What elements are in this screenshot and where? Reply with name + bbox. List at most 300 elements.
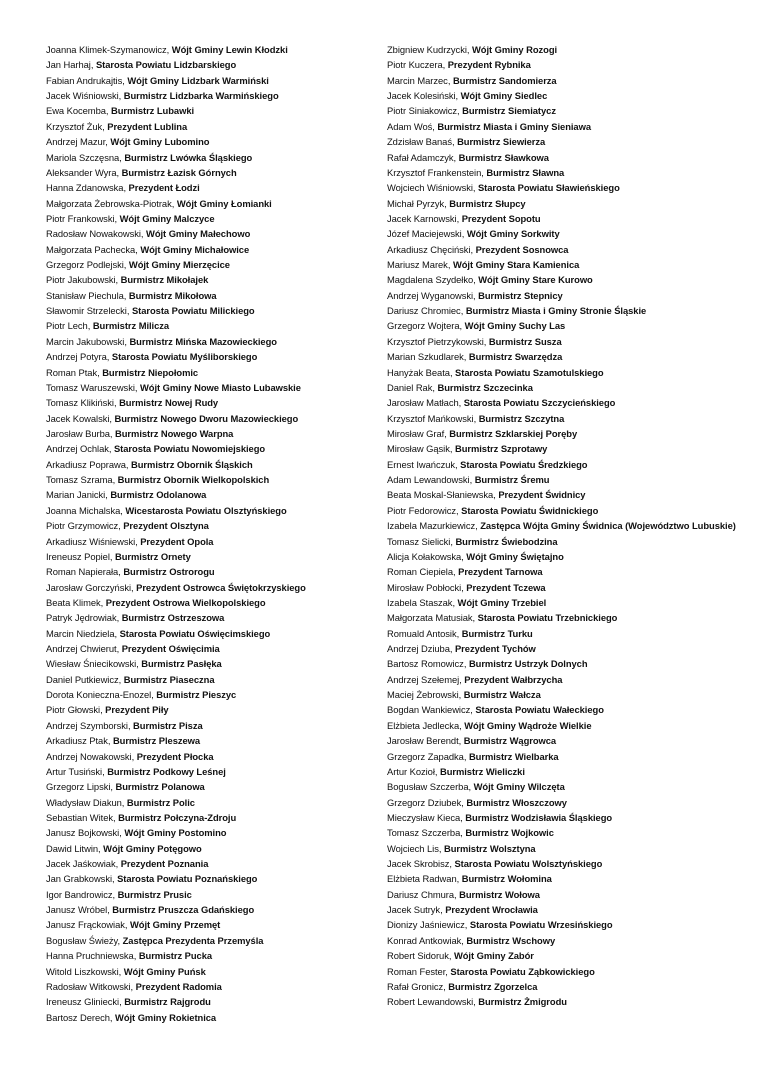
signatory-row: Stanisław Piechula, Burmistrz Mikołowa	[46, 289, 217, 301]
signatory-title: Prezydent Wrocławia	[445, 904, 538, 916]
signatory-title: Starosta Powiatu Sławieńskiego	[477, 182, 620, 194]
signatory-row: Witold Liszkowski, Wójt Gminy Puńsk	[46, 965, 206, 977]
signatory-row: Grzegorz Zapadka, Burmistrz Wielbarka	[387, 750, 559, 762]
signatory-row: Zbigniew Kudrzycki, Wójt Gminy Rozogi	[387, 44, 558, 55]
signatory-row: Jarosław Matłach, Starosta Powiatu Szczycieńskiego	[387, 397, 616, 409]
signatory-row: Mariusz Marek, Wójt Gminy Stara Kamienica	[387, 259, 580, 271]
signatory-name: Mieczysław Kieca	[387, 811, 461, 823]
signatory-title: Burmistrz Pucka	[138, 950, 213, 962]
signatory-name: Andrzej Ochlak	[46, 443, 109, 455]
signatory-name: Jacek Wiśniowski	[46, 90, 119, 102]
signatory-title: Starosta Powiatu Oświęcimskiego	[119, 627, 271, 639]
signatory-title: Burmistrz Turku	[461, 627, 533, 639]
signatory-title: Starosta Powiatu Ząbkowickiego	[450, 965, 595, 977]
signatory-row: Arkadiusz Ptak, Burmistrz Pleszewa	[46, 735, 201, 747]
signatory-name: Aleksander Wyra	[46, 166, 117, 178]
signatory-row: Arkadiusz Poprawa, Burmistrz Obornik Śląskich	[46, 458, 253, 470]
signatory-name: Ewa Kocemba	[46, 105, 106, 117]
signatory-title: Starosta Powiatu Milickiego	[131, 305, 255, 317]
signatory-row: Tomasz Sielicki, Burmistrz Świebodzina	[387, 535, 558, 547]
signatory-name: Marcin Niedziela	[46, 627, 115, 639]
signatory-name: Grzegorz Zapadka	[387, 750, 464, 762]
signatory-row: Aleksander Wyra, Burmistrz Łazisk Górnych	[46, 166, 237, 178]
signatory-title: Starosta Powiatu Szamotulskiego	[455, 366, 604, 378]
signatory-name: Andrzej Mazur	[46, 136, 106, 148]
signatory-row: Mirosław Gąsik, Burmistrz Szprotawy	[387, 443, 548, 455]
signatory-name: Adam Lewandowski	[387, 474, 470, 486]
signatory-row: Małgorzata Pachecka, Wójt Gminy Michałowice	[46, 243, 250, 255]
signatory-title: Burmistrz Pleszewa	[112, 735, 201, 747]
signatory-row: Tomasz Szrama, Burmistrz Obornik Wielkopolskich	[46, 474, 270, 486]
signatory-title: Burmistrz Wołomina	[461, 873, 552, 885]
signatory-title: Burmistrz Pruszcza Gdańskiego	[112, 904, 255, 916]
signatory-name: Joanna Michalska	[46, 504, 121, 516]
signatory-row: Elżbieta Jedlecka, Wójt Gminy Wądroże Wielkie	[387, 719, 592, 731]
signatory-row: Piotr Głowski, Prezydent Piły	[46, 704, 169, 716]
signatory-title: Burmistrz Nowego Warpna	[115, 427, 234, 439]
signatory-name: Jacek Kolesiński	[387, 90, 456, 102]
signatory-title: Starosta Powiatu Świdnickiego	[461, 504, 599, 516]
signatory-name: Fabian Andrukajtis	[46, 74, 123, 86]
signatory-row: Artur Tusiński, Burmistrz Podkowy Leśnej	[46, 765, 226, 777]
signatory-title: Burmistrz Ostrzeszowa	[121, 612, 225, 624]
signatory-title: Burmistrz Miasta i Gminy Stronie Śląskie	[465, 305, 647, 317]
signatory-row: Alicja Kołakowska, Wójt Gminy Świętajno	[387, 550, 564, 562]
signatory-row: Beata Moskal-Słaniewska, Prezydent Świdnicy	[387, 489, 586, 501]
signatory-name: Rafał Gronicz	[387, 980, 444, 992]
signatory-title: Starosta Powiatu Wrzesińskiego	[469, 919, 613, 931]
signatory-name: Piotr Jakubowski	[46, 274, 116, 286]
signatory-row: Mieczysław Kieca, Burmistrz Wodzisławia Śląskiego	[387, 811, 613, 823]
signatory-name: Wojciech Lis	[387, 842, 439, 854]
signatory-name: Beata Klimek	[46, 596, 101, 608]
signatory-row: Krzysztof Żuk, Prezydent Lublina	[46, 120, 188, 132]
signatory-name: Władysław Diakun	[46, 796, 122, 808]
signatory-name: Maciej Żebrowski	[387, 689, 459, 701]
signatory-row: Bogdan Wankiewicz, Starosta Powiatu Wałeckiego	[387, 704, 604, 716]
signatory-name: Bogusław Świeży	[46, 934, 118, 946]
signatory-title: Starosta Powiatu Nowomiejskiego	[113, 443, 266, 455]
signatory-row: Mirosław Graf, Burmistrz Szklarskiej Poręby	[387, 427, 578, 439]
signatory-row: Hanyżak Beata, Starosta Powiatu Szamotulskiego	[387, 366, 604, 378]
signatory-row: Piotr Kuczera, Prezydent Rybnika	[387, 59, 531, 71]
signatory-title: Burmistrz Mikołajek	[120, 274, 209, 286]
signatory-row: Grzegorz Podlejski, Wójt Gminy Mierzęcice	[46, 259, 230, 271]
signatory-row: Roman Napierała, Burmistrz Ostrorogu	[46, 566, 215, 578]
signatory-row: Roman Fester, Starosta Powiatu Ząbkowickiego	[387, 965, 595, 977]
signatory-name: Bogusław Szczerba	[387, 781, 469, 793]
signatory-name: Grzegorz Lipski	[46, 781, 111, 793]
signatory-title: Burmistrz Wołowa	[459, 888, 540, 900]
signatory-row: Beata Klimek, Prezydent Ostrowa Wielkopolskiego	[46, 596, 266, 608]
signatory-name: Piotr Fedorowicz	[387, 504, 457, 516]
signatory-title: Burmistrz Lubawki	[111, 105, 195, 117]
signatory-title: Wójt Gminy Przemęt	[129, 919, 221, 931]
signatory-name: Jan Grabkowski	[46, 873, 112, 885]
signatory-title: Prezydent Sosnowca	[475, 243, 569, 255]
signatory-title: Prezydent Płocka	[136, 750, 214, 762]
signatory-row: Ewa Kocemba, Burmistrz Lubawki	[46, 105, 195, 117]
signatory-row: Piotr Grzymowicz, Prezydent Olsztyna	[46, 520, 209, 532]
signatory-name: Daniel Rak	[387, 381, 433, 393]
signatory-name: Małgorzata Pachecka	[46, 243, 136, 255]
signatory-name: Janusz Bojkowski	[46, 827, 120, 839]
signatory-title: Wójt Gminy Lewin Kłodzki	[171, 44, 288, 55]
signatory-row: Józef Maciejewski, Wójt Gminy Sorkwity	[387, 228, 560, 240]
signatory-title: Wójt Gminy Siedlec	[460, 90, 548, 102]
signatory-title: Prezydent Tczewa	[466, 581, 546, 593]
signatory-name: Jarosław Burba	[46, 427, 110, 439]
signatory-title: Burmistrz Wieliczki	[439, 765, 525, 777]
signatory-row: Daniel Putkiewicz, Burmistrz Piaseczna	[46, 673, 215, 685]
signatory-row: Jacek Karnowski, Prezydent Sopotu	[387, 212, 541, 224]
signatory-title: Burmistrz Wolsztyna	[443, 842, 536, 854]
signatory-title: Wójt Gminy Stare Kurowo	[478, 274, 593, 286]
signatory-row: Wojciech Lis, Burmistrz Wolsztyna	[387, 842, 536, 854]
signatory-name: Dariusz Chromiec	[387, 305, 461, 317]
signatory-title: Burmistrz Susza	[488, 335, 562, 347]
signatory-row: Fabian Andrukajtis, Wójt Gminy Lidzbark Warmiński	[46, 74, 269, 86]
signatory-title: Wójt Gminy Lubomino	[110, 136, 210, 148]
signatory-name: Józef Maciejewski	[387, 228, 462, 240]
signatory-name: Roman Ptak	[46, 366, 98, 378]
signatory-name: Artur Kozioł	[387, 765, 435, 777]
signatory-title: Wójt Gminy Sorkwity	[466, 228, 560, 240]
signatory-name: Wiesław Śniecikowski	[46, 658, 137, 670]
signatory-title: Zastępca Wójta Gminy Świdnica (Województwo Lubuskie)	[480, 520, 736, 532]
signatory-name: Radosław Witkowski	[46, 980, 131, 992]
signatory-row: Andrzej Potyra, Starosta Powiatu Myśliborskiego	[46, 351, 258, 363]
signatory-name: Beata Moskal-Słaniewska	[387, 489, 494, 501]
signatory-name: Krzysztof Żuk	[46, 120, 103, 132]
signatory-row: Tomasz Szczerba, Burmistrz Wojkowic	[387, 827, 554, 839]
signatory-row: Michał Pyrzyk, Burmistrz Słupcy	[387, 197, 526, 209]
signatory-name: Jacek Sutryk	[387, 904, 441, 916]
signatory-row: Bogusław Świeży, Zastępca Prezydenta Przemyśla	[46, 934, 264, 946]
signatory-name: Marian Szkudlarek	[387, 351, 464, 363]
signatory-title: Burmistrz Szprotawy	[454, 443, 548, 455]
signatory-name: Grzegorz Wojtera	[387, 320, 460, 332]
signatory-title: Wójt Gminy Suchy Las	[464, 320, 566, 332]
signatory-row: Piotr Frankowski, Wójt Gminy Malczyce	[46, 212, 215, 224]
signatory-row: Daniel Rak, Burmistrz Szczecinka	[387, 381, 533, 393]
signatory-name: Jacek Karnowski	[387, 212, 457, 224]
signatory-name: Arkadiusz Chęciński	[387, 243, 471, 255]
signatory-name: Jacek Kowalski	[46, 412, 110, 424]
signatory-name: Rafał Adamczyk	[387, 151, 454, 163]
signatory-name: Ireneusz Popiel	[46, 550, 110, 562]
signatory-row: Jarosław Gorczyński, Prezydent Ostrowca Świętokrzyskiego	[46, 581, 306, 593]
signatory-title: Wójt Gminy Potęgowo	[103, 842, 202, 854]
signatory-row: Arkadiusz Wiśniewski, Prezydent Opola	[46, 535, 214, 547]
signatory-name: Bogdan Wankiewicz	[387, 704, 471, 716]
signatory-name: Mariusz Marek	[387, 259, 448, 271]
signatory-title: Wójt Gminy Małechowo	[146, 228, 251, 240]
signatory-title: Burmistrz Pisza	[133, 719, 203, 731]
signatory-title: Wójt Gminy Wilczęta	[473, 781, 565, 793]
signatory-row: Dionizy Jaśniewicz, Starosta Powiatu Wrzesińskiego	[387, 919, 613, 931]
signatory-row: Roman Ptak, Burmistrz Niepołomic	[46, 366, 199, 378]
signatory-row: Andrzej Dziuba, Prezydent Tychów	[387, 643, 536, 655]
signatory-title: Burmistrz Świebodzina	[455, 535, 558, 547]
signatory-name: Jacek Skrobisz	[387, 858, 450, 870]
signatory-row: Marcin Niedziela, Starosta Powiatu Oświęcimskiego	[46, 627, 271, 639]
signatory-name: Elżbieta Jedlecka	[387, 719, 460, 731]
signatory-name: Arkadiusz Wiśniewski	[46, 535, 136, 547]
signatory-name: Adam Woś	[387, 120, 433, 132]
signatory-title: Burmistrz Nowej Rudy	[119, 397, 219, 409]
signatory-name: Piotr Głowski	[46, 704, 101, 716]
signatory-title: Burmistrz Odolanowa	[110, 489, 207, 501]
signatory-title: Burmistrz Zgorzelca	[448, 980, 538, 992]
signatory-name: Małgorzata Żebrowska-Piotrak	[46, 197, 172, 209]
signatory-row: Ireneusz Popiel, Burmistrz Ornety	[46, 550, 191, 562]
signatory-row: Roman Ciepiela, Prezydent Tarnowa	[387, 566, 543, 578]
signatory-row: Dariusz Chromiec, Burmistrz Miasta i Gminy Stronie Śląskie	[387, 305, 647, 317]
signatory-name: Andrzej Szymborski	[46, 719, 128, 731]
signatory-name: Radosław Nowakowski	[46, 228, 141, 240]
signatory-row: Izabela Mazurkiewicz, Zastępca Wójta Gminy Świdnica (Województwo Lubuskie)	[387, 520, 736, 532]
signatory-row: Radosław Witkowski, Prezydent Radomia	[46, 980, 222, 992]
signatory-row: Rafał Gronicz, Burmistrz Zgorzelca	[387, 980, 538, 992]
signatory-name: Izabela Mazurkiewicz	[387, 520, 476, 532]
signatory-row: Janusz Wróbel, Burmistrz Pruszcza Gdańskiego	[46, 904, 255, 916]
signatory-title: Burmistrz Polanowa	[115, 781, 205, 793]
signatory-name: Zbigniew Kudrzycki	[387, 44, 467, 55]
signatory-row: Adam Lewandowski, Burmistrz Śremu	[387, 474, 550, 486]
signatory-name: Marcin Marzec	[387, 74, 448, 86]
signatory-name: Tomasz Waruszewski	[46, 381, 135, 393]
signatory-row: Patryk Jędrowiak, Burmistrz Ostrzeszowa	[46, 612, 225, 624]
signatory-name: Jarosław Berendt	[387, 735, 459, 747]
signatory-title: Burmistrz Miasta i Gminy Sieniawa	[437, 120, 591, 132]
signatory-title: Burmistrz Siemiatycz	[462, 105, 556, 117]
signatory-name: Jarosław Gorczyński	[46, 581, 132, 593]
signatory-name: Witold Liszkowski	[46, 965, 119, 977]
signatory-name: Andrzej Szełemej	[387, 673, 460, 685]
signatory-title: Wójt Gminy Wądroże Wielkie	[464, 719, 592, 731]
signatory-title: Burmistrz Mińska Mazowieckiego	[129, 335, 277, 347]
signatory-row: Rafał Adamczyk, Burmistrz Sławkowa	[387, 151, 549, 163]
signatory-title: Wójt Gminy Rozogi	[471, 44, 558, 55]
signatory-title: Wójt Gminy Puńsk	[123, 965, 206, 977]
signatory-row: Sławomir Strzelecki, Starosta Powiatu Milickiego	[46, 305, 255, 317]
signatory-title: Wójt Gminy Stara Kamienica	[452, 259, 580, 271]
signatory-name: Hanyżak Beata	[387, 366, 450, 378]
signatory-row: Małgorzata Żebrowska-Piotrak, Wójt Gminy Łomianki	[46, 197, 272, 209]
signatory-row: Marcin Jakubowski, Burmistrz Mińska Mazowieckiego	[46, 335, 277, 347]
signatory-title: Burmistrz Wschowy	[466, 934, 556, 946]
signatory-title: Burmistrz Rajgrodu	[124, 996, 211, 1008]
signatory-row: Władysław Diakun, Burmistrz Polic	[46, 796, 195, 808]
signatory-row: Piotr Jakubowski, Burmistrz Mikołajek	[46, 274, 209, 286]
signatory-name: Stanisław Piechula	[46, 289, 124, 301]
signatory-row: Bartosz Derech, Wójt Gminy Rokietnica	[46, 1011, 217, 1023]
signatory-row: Andrzej Chwierut, Prezydent Oświęcimia	[46, 643, 220, 655]
signatory-title: Prezydent Radomia	[135, 980, 222, 992]
signatory-title: Burmistrz Wągrowca	[463, 735, 557, 747]
signatory-title: Burmistrz Wałcza	[463, 689, 541, 701]
signatory-title: Starosta Powiatu Trzebnickiego	[477, 612, 618, 624]
signatory-name: Piotr Frankowski	[46, 212, 115, 224]
signatory-row: Marian Szkudlarek, Burmistrz Swarzędza	[387, 351, 563, 363]
signatory-title: Starosta Powiatu Wolsztyńskiego	[454, 858, 603, 870]
signatory-title: Burmistrz Nowego Dworu Mazowieckiego	[114, 412, 299, 424]
signatory-row: Jarosław Berendt, Burmistrz Wągrowca	[387, 735, 557, 747]
signatory-title: Burmistrz Stepnicy	[478, 289, 563, 301]
signatory-row: Krzysztof Mańkowski, Burmistrz Szczytna	[387, 412, 565, 424]
signatory-title: Burmistrz Śremu	[474, 474, 550, 486]
signatory-title: Prezydent Rybnika	[447, 59, 531, 71]
signatory-name: Piotr Siniakowicz	[387, 105, 458, 117]
signatory-title: Burmistrz Piaseczna	[123, 673, 215, 685]
signatory-name: Marcin Jakubowski	[46, 335, 125, 347]
signatory-name: Krzysztof Pietrzykowski	[387, 335, 484, 347]
signatory-title: Burmistrz Pieszyc	[156, 689, 237, 701]
signatory-name: Krzysztof Frankenstein	[387, 166, 482, 178]
signatory-row: Grzegorz Wojtera, Wójt Gminy Suchy Las	[387, 320, 566, 332]
signatory-row: Hanna Zdanowska, Prezydent Łodzi	[46, 182, 200, 194]
signatory-name: Janusz Wróbel	[46, 904, 108, 916]
signatory-title: Burmistrz Wielbarka	[468, 750, 559, 762]
signatory-title: Burmistrz Szklarskiej Poręby	[449, 427, 578, 439]
signatory-row: Janusz Frąckowiak, Wójt Gminy Przemęt	[46, 919, 221, 931]
signatory-row: Janusz Bojkowski, Wójt Gminy Postomino	[46, 827, 227, 839]
signatory-row: Izabela Staszak, Wójt Gminy Trzebiel	[387, 596, 547, 608]
signatory-row: Andrzej Mazur, Wójt Gminy Lubomino	[46, 136, 210, 148]
signatory-name: Romuald Antosik	[387, 627, 457, 639]
signatory-name: Andrzej Chwierut	[46, 643, 117, 655]
signatory-title: Burmistrz Włoszczowy	[466, 796, 567, 808]
signatory-row: Andrzej Wyganowski, Burmistrz Stepnicy	[387, 289, 563, 301]
signatory-title: Prezydent Poznania	[120, 858, 209, 870]
signatory-row: Wiesław Śniecikowski, Burmistrz Pasłęka	[46, 658, 222, 670]
signatory-name: Andrzej Dziuba	[387, 643, 450, 655]
signatory-title: Wójt Gminy Zabór	[453, 950, 534, 962]
signatory-title: Burmistrz Szczytna	[478, 412, 565, 424]
signatory-title: Wójt Gminy Mierzęcice	[128, 259, 230, 271]
signatory-title: Burmistrz Polic	[126, 796, 195, 808]
signatory-row: Jacek Kolesiński, Wójt Gminy Siedlec	[387, 90, 548, 102]
signatory-title: Starosta Powiatu Szczycieńskiego	[463, 397, 616, 409]
signatory-title: Wójt Gminy Malczyce	[119, 212, 215, 224]
signatory-row: Elżbieta Radwan, Burmistrz Wołomina	[387, 873, 552, 885]
left-column	[46, 42, 376, 1025]
signatory-title: Wójt Gminy Trzebiel	[457, 596, 547, 608]
signatory-name: Mirosław Pobłocki	[387, 581, 462, 593]
signatory-row: Marian Janicki, Burmistrz Odolanowa	[46, 489, 207, 501]
signatory-name: Marian Janicki	[46, 489, 106, 501]
signatory-title: Burmistrz Obornik Śląskich	[131, 458, 253, 470]
signatory-name: Bartosz Romowicz	[387, 658, 464, 670]
signatory-title: Wójt Gminy Michałowice	[140, 243, 250, 255]
signatory-title: Burmistrz Sandomierza	[452, 74, 557, 86]
signatory-title: Prezydent Opola	[140, 535, 214, 547]
signatory-row: Igor Bandrowicz, Burmistrz Prusic	[46, 888, 192, 900]
signatory-row: Romuald Antosik, Burmistrz Turku	[387, 627, 533, 639]
signatory-row: Jacek Jaśkowiak, Prezydent Poznania	[46, 858, 209, 870]
signatory-title: Burmistrz Podkowy Leśnej	[107, 765, 226, 777]
signatory-title: Prezydent Sopotu	[461, 212, 541, 224]
signatory-name: Mirosław Gąsik	[387, 443, 450, 455]
signatory-title: Starosta Powiatu Myśliborskiego	[111, 351, 258, 363]
signatory-name: Dawid Litwin	[46, 842, 99, 854]
signatory-row: Tomasz Klikiński, Burmistrz Nowej Rudy	[46, 397, 219, 409]
signatory-title: Burmistrz Niepołomic	[102, 366, 199, 378]
signatory-row: Jan Harhaj, Starosta Powiatu Lidzbarskiego	[46, 59, 237, 71]
signatory-title: Burmistrz Połczyna-Zdroju	[118, 811, 237, 823]
signatory-row: Hanna Pruchniewska, Burmistrz Pucka	[46, 950, 213, 962]
signatory-row: Marcin Marzec, Burmistrz Sandomierza	[387, 74, 557, 86]
signatory-row: Jacek Skrobisz, Starosta Powiatu Wolsztyńskiego	[387, 858, 603, 870]
signatory-name: Roman Napierała	[46, 566, 119, 578]
signatory-name: Daniel Putkiewicz	[46, 673, 119, 685]
signatory-name: Andrzej Nowakowski	[46, 750, 132, 762]
signatory-name: Tomasz Klikiński	[46, 397, 114, 409]
signatory-name: Mirosław Graf	[387, 427, 445, 439]
signatory-name: Janusz Frąckowiak	[46, 919, 125, 931]
signatory-row: Dawid Litwin, Wójt Gminy Potęgowo	[46, 842, 202, 854]
signatory-row: Maciej Żebrowski, Burmistrz Wałcza	[387, 689, 541, 701]
signatory-name: Alicja Kołakowska	[387, 550, 462, 562]
signatory-name: Magdalena Szydełko	[387, 274, 474, 286]
signatory-name: Dionizy Jaśniewicz	[387, 919, 465, 931]
signatory-name: Izabela Staszak	[387, 596, 453, 608]
signatory-row: Adam Woś, Burmistrz Miasta i Gminy Sieniawa	[387, 120, 591, 132]
signatory-row: Grzegorz Dziubek, Burmistrz Włoszczowy	[387, 796, 567, 808]
signatory-name: Elżbieta Radwan	[387, 873, 457, 885]
signatory-name: Andrzej Wyganowski	[387, 289, 474, 301]
signatory-title: Burmistrz Sławkowa	[458, 151, 549, 163]
signatory-title: Burmistrz Sławna	[486, 166, 565, 178]
signatory-title: Prezydent Lublina	[107, 120, 188, 132]
signatory-title: Prezydent Tychów	[454, 643, 536, 655]
signatory-name: Jan Harhaj	[46, 59, 91, 71]
signatory-name: Sebastian Witek	[46, 811, 113, 823]
signatory-name: Grzegorz Dziubek	[387, 796, 462, 808]
signatory-name: Joanna Klimek-Szymanowicz	[46, 44, 167, 55]
signatory-row: Krzysztof Frankenstein, Burmistrz Sławna	[387, 166, 565, 178]
signatory-title: Prezydent Łodzi	[128, 182, 200, 194]
signatory-title: Wójt Gminy Łomianki	[176, 197, 272, 209]
signatory-name: Robert Sidoruk	[387, 950, 449, 962]
signatory-name: Patryk Jędrowiak	[46, 612, 117, 624]
signatory-row: Magdalena Szydełko, Wójt Gminy Stare Kurowo	[387, 274, 593, 286]
signatory-title: Burmistrz Lidzbarka Warmińskiego	[123, 90, 279, 102]
signatory-title: Burmistrz Pasłęka	[141, 658, 222, 670]
signatory-row: Krzysztof Pietrzykowski, Burmistrz Susza	[387, 335, 562, 347]
signatory-row: Robert Sidoruk, Wójt Gminy Zabór	[387, 950, 534, 962]
signatory-name: Roman Ciepiela	[387, 566, 454, 578]
signatory-title: Prezydent Piły	[105, 704, 169, 716]
signatory-name: Tomasz Szczerba	[387, 827, 461, 839]
signatory-title: Wójt Gminy Nowe Miasto Lubawskie	[139, 381, 301, 393]
signatory-title: Burmistrz Łazisk Górnych	[121, 166, 237, 178]
signatory-row: Bartosz Romowicz, Burmistrz Ustrzyk Dolnych	[387, 658, 588, 670]
signatory-row: Grzegorz Lipski, Burmistrz Polanowa	[46, 781, 205, 793]
signatory-name: Jacek Jaśkowiak	[46, 858, 116, 870]
signatory-name: Ireneusz Gliniecki	[46, 996, 120, 1008]
signatory-title: Burmistrz Swarzędza	[468, 351, 563, 363]
signatory-name: Roman Fester	[387, 965, 446, 977]
signatory-name: Igor Bandrowicz	[46, 888, 113, 900]
signatory-row: Robert Lewandowski, Burmistrz Żmigrodu	[387, 996, 567, 1008]
signatory-row: Sebastian Witek, Burmistrz Połczyna-Zdroju	[46, 811, 237, 823]
signatory-title: Burmistrz Słupcy	[449, 197, 526, 209]
signatory-row: Jacek Wiśniowski, Burmistrz Lidzbarka Warmińskiego	[46, 90, 279, 102]
signatory-name: Małgorzata Matusiak	[387, 612, 473, 624]
signatory-name: Robert Lewandowski	[387, 996, 474, 1008]
